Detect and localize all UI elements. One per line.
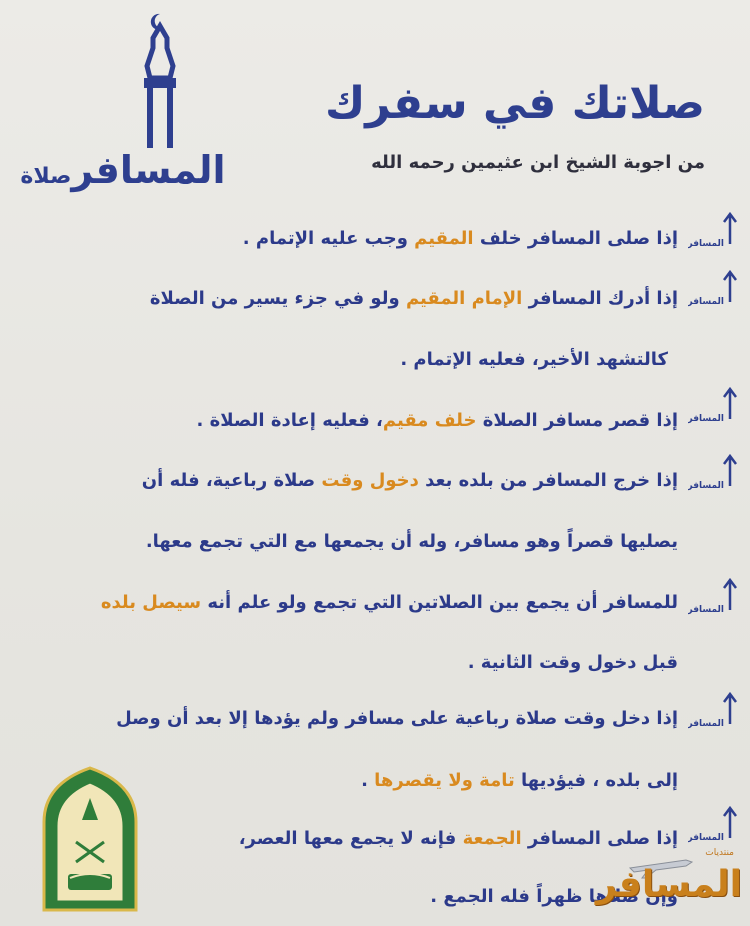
- bullet-minaret-icon: [688, 385, 740, 425]
- ruling-item-7: إذا صلى المسافر الجمعة فإنه لا يجمع معها العصر،: [238, 828, 678, 849]
- ministry-emblem-icon: [38, 762, 142, 912]
- svg-text:المسافر: المسافر: [688, 481, 724, 491]
- forum-watermark: [595, 842, 742, 922]
- ruling-item-3: إذا قصر مسافر الصلاة خلف مقيم، فعليه إعادة الصلاة .: [196, 410, 678, 431]
- bullet-minaret-icon: [688, 268, 740, 308]
- ruling-item-5: للمسافر أن يجمع بين الصلاتين التي تجمع ولو علم أنه سيصل بلده: [100, 592, 678, 613]
- ruling-item-7-continued: وإن صلاها ظهراً فله الجمع .: [430, 886, 678, 907]
- masafer-logo: [18, 8, 228, 198]
- ruling-item-2-continued: كالتشهد الأخير، فعليه الإتمام .: [400, 349, 668, 370]
- svg-text:المسافر: المسافر: [688, 719, 724, 729]
- poster-title: صلاتك في سفرك: [324, 78, 705, 129]
- svg-text:المسافر: المسافر: [688, 833, 724, 843]
- svg-text:المسافر: المسافر: [688, 605, 724, 615]
- ruling-item-6: إذا دخل وقت صلاة رباعية على مسافر ولم يؤدها إلا بعد أن وصل: [116, 708, 678, 729]
- logo-wordmark: المسافرصلاة: [20, 148, 226, 192]
- ruling-item-2: إذا أدرك المسافر الإمام المقيم ولو في جزء يسير من الصلاة: [149, 288, 678, 309]
- bullet-minaret-icon: [688, 690, 740, 730]
- poster-subtitle: من اجوبة الشيخ ابن عثيمين رحمه الله: [371, 152, 705, 173]
- bullet-minaret-icon: [688, 576, 740, 616]
- ruling-item-1: إذا صلى المسافر خلف المقيم وجب عليه الإتمام .: [242, 228, 678, 249]
- bullet-minaret-icon: [688, 452, 740, 492]
- svg-text:المسافر: المسافر: [688, 239, 724, 249]
- bullet-minaret-icon: [688, 210, 740, 250]
- minaret-icon: [18, 8, 228, 148]
- ruling-item-4-continued: يصليها قصراً وهو مسافر، وله أن يجمعها مع التي تجمع معها.: [145, 531, 678, 552]
- ruling-item-5-continued: قبل دخول وقت الثانية .: [467, 652, 678, 673]
- svg-text:المسافر: المسافر: [688, 414, 724, 424]
- ruling-item-4: إذا خرج المسافر من بلده بعد دخول وقت صلاة رباعية، فله أن: [141, 470, 678, 491]
- ruling-item-6-continued: إلى بلده ، فيؤديها تامة ولا يقصرها .: [361, 770, 678, 791]
- watermark-title: المسافر: [595, 864, 742, 905]
- bullet-minaret-icon: [688, 804, 740, 844]
- watermark-small-label: منتديات: [705, 848, 734, 858]
- svg-text:المسافر: المسافر: [688, 297, 724, 307]
